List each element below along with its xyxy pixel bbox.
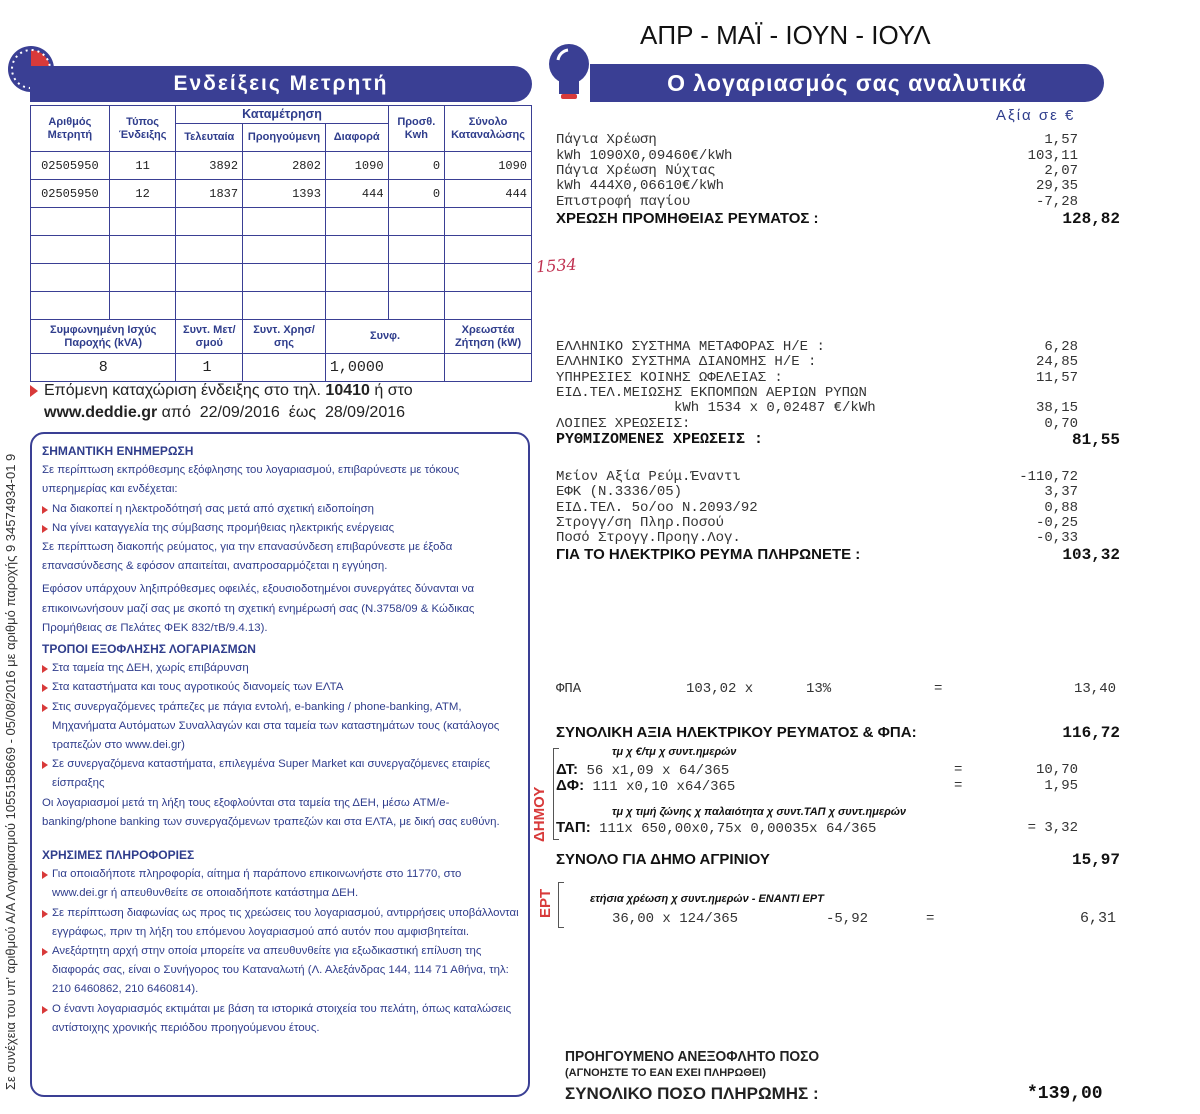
tap-value: = 3,32 (1027, 820, 1078, 836)
row-label: Ποσό Στρογγ.Προηγ.Λογ. (556, 530, 741, 546)
bill-row (556, 400, 1122, 416)
bill-row (556, 530, 1122, 546)
col-use-factor: Συντ. Χρησ/σης (243, 320, 326, 354)
info-bullet: Ανεξάρτητη αρχή στην οποία μπορείτε να απευθυνθείτε για εξωδικαστική επίλυση της διαφοράς σας, είναι ο Συνήγορος του Καταναλωτή (Λ. Αλεξάνδρας 144, 114 71 Αθήνα, τηλ: 210 6460862, 210 6460814). (42, 942, 520, 1000)
meter-factor: 1 (176, 354, 243, 382)
meter-number: 02505950 (31, 152, 110, 180)
prev-unpaid-label: ΠΡΟΗΓΟΥΜΕΝΟ ΑΝΕΞΟΦΛΗΤΟ ΠΟΣΟ (565, 1048, 820, 1065)
total-consumption: 444 (445, 180, 532, 208)
row-label: Επιστροφή παγίου (556, 194, 691, 210)
info-box (30, 432, 530, 1097)
demand (445, 354, 532, 382)
row-value: 6,28 (1044, 339, 1078, 355)
row-label: Πάγια Χρέωση Νύχτας (556, 163, 716, 179)
next-reading-line2 (44, 404, 405, 422)
row-label: Στρογγ/ση Πληρ.Ποσού (556, 515, 725, 531)
bill-row (556, 500, 1122, 516)
ert-credit: -5,92 (826, 911, 869, 927)
row-label: ΣΥΝΟΛΙΚΗ ΑΞΙΑ ΗΛΕΚΤΡΙΚΟΥ ΡΕΥΜΑΤΟΣ & ΦΠΑ: (556, 724, 917, 741)
row-value: 81,55 (1071, 431, 1120, 449)
col-difference: Διαφορά (325, 124, 388, 152)
row-value: -0,25 (1035, 515, 1078, 531)
total-consumption: 1090 (445, 152, 532, 180)
row-label: ΕΙΔ.ΤΕΛ. 5ο/οο Ν.2093/92 (556, 500, 758, 516)
bill-row (556, 370, 1122, 386)
row-value: 1,57 (1044, 132, 1078, 148)
row-label: ΡΥΘΜΙΖΟΜΕΝΕΣ ΧΡΕΩΣΕΙΣ : (556, 431, 764, 448)
vat-label: ΦΠΑ (556, 681, 582, 697)
added-kwh: 0 (388, 152, 445, 180)
bill-row (556, 194, 1122, 210)
df-formula: 111 x0,10 x64/365 (592, 779, 736, 795)
bill-row (556, 416, 1122, 432)
info-bullet: Στις συνεργαζόμενες τράπεζες με πάγια εντολή, e-banking / phone-banking, ATM, Μηχανήματα Αυτόματων Συναλλαγών και στα ταμεία των καταστημάτων τους (κατάλογος τραπεζών στο www.dei.gr) (42, 698, 520, 756)
date-to: 28/09/2016 (324, 404, 406, 421)
difference: 1090 (325, 152, 388, 180)
info-bullet: Να γίνει καταγγελία της σύμβασης προμήθειας ηλεκτρικής ενέργειας (42, 519, 520, 538)
section-important: ΣΗΜΑΝΤΙΚΗ ΕΝΗΜΕΡΩΣΗ (42, 444, 194, 458)
col-previous: Προηγούμενη (243, 124, 326, 152)
dt-equals: = (954, 762, 963, 778)
row-value: -0,33 (1035, 530, 1078, 546)
lightbulb-icon (544, 40, 594, 106)
to-text: έως (288, 404, 317, 421)
table-row-empty (31, 292, 532, 320)
col-last: Τελευταία (176, 124, 243, 152)
info-p2: Σε περίπτωση διακοπής ρεύματος, για την επανασύνδεση επιβαρύνεστε με έξοδα επανασύνδεσης & εφόσον απαιτείται, αναπροσαρμόζεται η εγγύηση. (42, 541, 453, 573)
row-value: -7,28 (1035, 194, 1078, 210)
info-bullet: Στα καταστήματα και τους αγροτικούς διανομείς των ΕΛΤΑ (42, 678, 520, 697)
col-demand: Χρεωστέα Ζήτηση (kW) (445, 320, 532, 354)
row-label: ΥΠΗΡΕΣΙΕΣ ΚΟΙΝΗΣ ΩΦΕΛΕΙΑΣ : (556, 370, 783, 386)
dt-label: ΔΤ: (556, 761, 579, 778)
regulated-charges-total (556, 432, 1122, 448)
value-header: Αξία σε € (996, 107, 1076, 124)
col-reading-type: Τύπος Ένδειξης (109, 106, 176, 152)
col-coef: Συνφ. (325, 320, 444, 354)
row-value: 2,07 (1044, 163, 1078, 179)
col-meter-factor: Συντ. Μετ/σμού (176, 320, 243, 354)
vertical-account-text: Σε συνέχεια του υπ' αριθμού Α/Α Λογαριασμού 1055158669 - 05/08/2016 με αριθμό παροχής 9 34574934-01 9 (3, 453, 18, 1090)
table-row (31, 152, 532, 180)
ert-row (556, 911, 1122, 927)
dt-value: 10,70 (1035, 762, 1078, 778)
bill-row (556, 132, 1122, 148)
row-label: ΓΙΑ ΤΟ ΗΛΕΚΤΡΙΚΟ ΡΕΥΜΑ ΠΛΗΡΩΝΕΤΕ : (556, 546, 861, 563)
ert-header: ετήσια χρέωση χ συντ.ημερών - ΕΝΑΝΤΙ ΕΡΤ (590, 893, 824, 905)
info-bullet: Ο έναντι λογαριασμός εκτιμάται με βάση τα ιστορικά στοιχεία του πελάτη, όπως καταλώσεις αντίστοιχης χρονικής περιόδου προηγούμενου έτους. (42, 1000, 520, 1038)
meter-number: 02505950 (31, 180, 110, 208)
row-value: 11,57 (1035, 370, 1078, 386)
difference: 444 (325, 180, 388, 208)
row-value: 116,72 (1062, 724, 1120, 742)
electricity-payment-total (556, 547, 1122, 563)
df-row (556, 778, 1122, 795)
billing-period: ΑΠΡ - ΜΑΪ - ΙΟΥΝ - ΙΟΥΛ (640, 20, 931, 50)
ert-equals: = (926, 911, 935, 927)
row-label: ΕΦΚ (Ν.3336/05) (556, 484, 683, 500)
row-value: -110,72 (1019, 469, 1078, 485)
vat-row (556, 681, 1122, 697)
use-factor (243, 354, 326, 382)
dt-row (556, 762, 1122, 779)
df-equals: = (954, 778, 963, 794)
tap-row (556, 820, 1122, 837)
bill-row (556, 515, 1122, 531)
next-reading-text: Επόμενη καταχώριση ένδειξης στο τηλ. (44, 382, 321, 399)
section-payment-methods: ΤΡΟΠΟΙ ΕΞΟΦΛΗΣΗΣ ΛΟΓΑΡΙΑΣΜΩΝ (42, 642, 256, 657)
col-measurement: Καταμέτρηση (176, 106, 388, 124)
vat-value: 13,40 (1073, 681, 1116, 697)
info-bullet: Για οποιαδήποτε πληροφορία, αίτημα ή παράπονο επικοινωνήστε στο 11770, στο www.dei.gr ή απευθυνθείτε σε οποιαδήποτε κατάστημα ΔΕΗ. (42, 865, 520, 903)
row-value: 29,35 (1035, 178, 1078, 194)
handwritten-note: 1534 (535, 254, 578, 277)
col-agreed-power: Συμφωνημένη Ισχύς Παροχής (kVA) (31, 320, 176, 354)
last-reading: 1837 (176, 180, 243, 208)
bill-row (556, 484, 1122, 500)
prev-unpaid-note: (ΑΓΝΟΗΣΤΕ ΤΟ ΕΑΝ ΕΧΕΙ ΠΛΗΡΩΘΕΙ) (565, 1067, 766, 1079)
bill-row (556, 148, 1122, 164)
vat-rate: 13% (806, 681, 832, 697)
bill-details-title: Ο λογαριασμός σας αναλυτικά (590, 64, 1104, 102)
meter-table (30, 105, 532, 382)
row-label: kWh 1534 x 0,02487 €/kWh (674, 400, 876, 416)
total-amount-value: *139,00 (1027, 1084, 1103, 1104)
municipality-total (556, 852, 1122, 868)
reading-phone: 10410 (325, 382, 370, 399)
next-reading-line1 (44, 382, 413, 400)
info-bullet: Σε συνεργαζόμενα καταστήματα, επιλεγμένα Super Market και συνεργαζόμενες εταιρίες είσπραξης (42, 755, 520, 793)
row-value: 0,88 (1044, 500, 1078, 516)
row-label: Μείον Αξία Ρεύμ.Έναντι (556, 469, 741, 485)
row-label: ΕΙΔ.ΤΕΛ.ΜΕΙΩΣΗΣ ΕΚΠΟΜΠΩΝ ΑΕΡΙΩΝ ΡΥΠΩΝ (556, 385, 867, 401)
row-label: kWh 1090X0,09460€/kWh (556, 148, 733, 164)
bill-row (556, 385, 1122, 401)
row-value: 0,70 (1044, 416, 1078, 432)
vat-base: 103,02 x (686, 681, 754, 697)
bill-row (556, 469, 1122, 485)
df-value: 1,95 (1044, 778, 1078, 794)
col-added-kwh: Προσθ. Kwh (388, 106, 445, 152)
dimos-header: τμ χ €/τμ χ συντ.ημερών (612, 746, 737, 758)
agreed-power: 8 (31, 354, 176, 382)
col-total-consumption: Σύνολο Καταναλώσης (445, 106, 532, 152)
info-p4: Οι λογαριασμοί μετά τη λήξη τους εξοφλούνται στα ταμεία της ΔΕΗ, μέσω ATM/e-banking/phone banking των συνεργαζόμενων τραπεζών και στα ΕΛΤΑ, με δική σας ευθύνη. (42, 796, 500, 828)
deddie-link: www.deddie.gr (44, 404, 158, 421)
row-label: ΣΥΝΟΛΟ ΓΙΑ ΔΗΜΟ ΑΓΡΙΝΙΟΥ (556, 851, 770, 868)
row-value: 3,37 (1044, 484, 1078, 500)
total-amount-label: ΣΥΝΟΛΙΚΟ ΠΟΣΟ ΠΛΗΡΩΜΗΣ : (565, 1084, 819, 1103)
info-bullet: Στα ταμεία της ΔΕΗ, χωρίς επιβάρυνση (42, 659, 520, 678)
info-p1: Σε περίπτωση εκπρόθεσμης εξόφλησης του λογαριασμού, επιβαρύνεστε με τόκους υπερημερίας και ενδέχεται: (42, 464, 460, 496)
ert-formula: 36,00 x 124/365 (612, 911, 739, 927)
df-label: ΔΦ: (556, 777, 585, 794)
info-p3: Εφόσον υπάρχουν ληξιπρόθεσμες οφειλές, εξουσιοδοτημένοι συνεργάτες δύνανται να επικοινωνήσουν μαζί σας με σκοπό τη σχετική ενημέρωσή σας (Ν.3758/09 & Κώδικας Προμήθειας σε Πελάτες ΦΕΚ 832/τΒ/9.4.13). (42, 583, 475, 634)
added-kwh: 0 (388, 180, 445, 208)
row-value: 103,11 (1027, 148, 1078, 164)
last-reading: 3892 (176, 152, 243, 180)
row-value: 128,82 (1062, 210, 1120, 228)
or-at-text: ή στο (374, 382, 413, 399)
prev-reading: 1393 (243, 180, 326, 208)
table-row (31, 180, 532, 208)
reading-type: 12 (109, 180, 176, 208)
row-value: 15,97 (1071, 851, 1120, 869)
row-label: ΛΟΙΠΕΣ ΧΡΕΩΣΕΙΣ: (556, 416, 691, 432)
vat-equals: = (934, 681, 943, 697)
date-from: 22/09/2016 (199, 404, 280, 421)
row-label: ΕΛΛΗΝΙΚΟ ΣΥΣΤΗΜΑ ΔΙΑΝΟΜΗΣ Η/Ε : (556, 354, 817, 370)
table-row-empty (31, 264, 532, 292)
section-useful-info: ΧΡΗΣΙΜΕΣ ΠΛΗΡΟΦΟΡΙΕΣ (42, 848, 195, 863)
row-label: kWh 444X0,06610€/kWh (556, 178, 725, 194)
tap-label: ΤΑΠ: (556, 819, 591, 836)
row-value: 24,85 (1035, 354, 1078, 370)
total-with-vat (556, 725, 1122, 741)
table-row-empty (31, 208, 532, 236)
supply-charge-total (556, 211, 1122, 227)
ert-label: ΕΡΤ (537, 888, 554, 918)
col-meter-number: Αριθμός Μετρητή (31, 106, 110, 152)
from-text: από (161, 404, 191, 421)
bill-row (556, 339, 1122, 355)
row-value: 103,32 (1062, 546, 1120, 564)
next-reading-marker (30, 385, 38, 397)
bill-row (556, 163, 1122, 179)
info-bullet: Σε περίπτωση διαφωνίας ως προς τις χρεώσεις του λογαριασμού, αντιρρήσεις υποβάλλονται εγγράφως, πριν τη λήξη του επόμενου λογαριασμού από αυτόν που αμφισβητείται. (42, 904, 520, 942)
row-label: Πάγια Χρέωση (556, 132, 657, 148)
row-label: ΕΛΛΗΝΙΚΟ ΣΥΣΤΗΜΑ ΜΕΤΑΦΟΡΑΣ Η/Ε : (556, 339, 825, 355)
tap-formula: 111x 650,00x0,75x 0,00035x 64/365 (599, 821, 877, 837)
info-bullet: Να διακοπεί η ηλεκτροδότησή σας μετά από σχετική ειδοποίηση (42, 500, 520, 519)
row-label: ΧΡΕΩΣΗ ΠΡΟΜΗΘΕΙΑΣ ΡΕΥΜΑΤΟΣ : (556, 210, 819, 227)
dt-formula: 56 x1,09 x 64/365 (586, 763, 730, 779)
row-value: 38,15 (1035, 400, 1078, 416)
table-row-empty (31, 236, 532, 264)
tap-header: τμ χ τιμή ζώνης χ παλαιότητα χ συντ.ΤΑΠ χ συντ.ημερών (612, 806, 907, 818)
reading-type: 11 (109, 152, 176, 180)
bill-row (556, 354, 1122, 370)
bill-row (556, 178, 1122, 194)
dimos-label: ΔΗΜΟΥ (531, 786, 548, 842)
meter-readings-title: Ενδείξεις Μετρητή (30, 66, 532, 102)
ert-value: 6,31 (1079, 910, 1116, 927)
coefficient: 1,0000 (325, 354, 444, 382)
prev-reading: 2802 (243, 152, 326, 180)
